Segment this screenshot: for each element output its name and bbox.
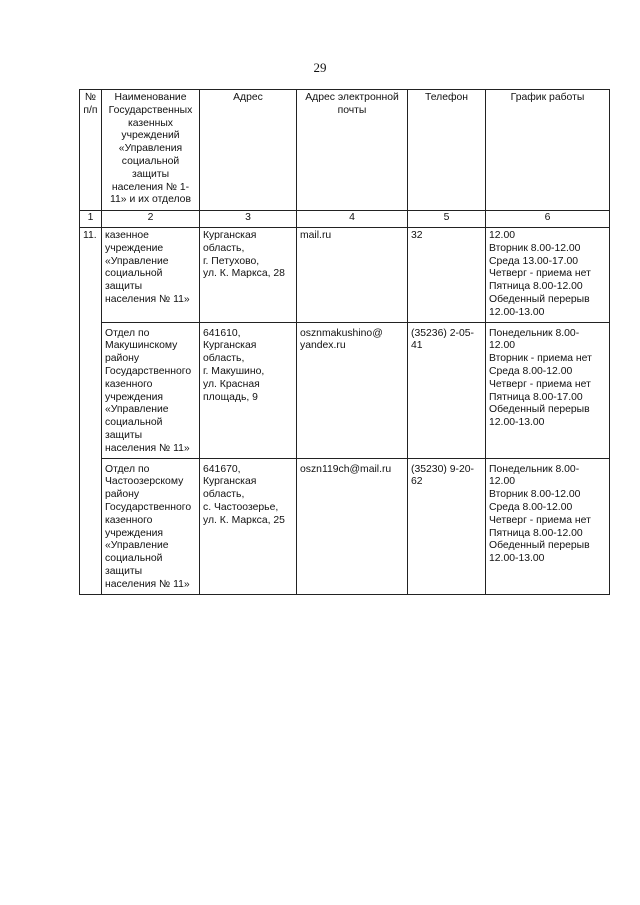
table-header-row: [80, 90, 610, 211]
cell-email: [297, 322, 408, 458]
text-line: учреждение: [105, 242, 164, 254]
cell-schedule: [486, 458, 610, 594]
text-line: Курганская: [203, 340, 257, 352]
text-line: населения № 11»: [105, 442, 190, 454]
text-line: 12.00-13.00: [489, 553, 545, 565]
cell-address: [200, 228, 297, 323]
text-line: 12.00: [489, 230, 516, 241]
text-line: Вторник - приема нет: [489, 353, 592, 365]
text-line: mail.ru: [300, 230, 332, 241]
text-line: 12.00: [489, 476, 516, 488]
text-line: социальной: [105, 553, 163, 565]
text-line: Вторник 8.00-12.00: [489, 489, 581, 501]
header-name: [102, 90, 200, 211]
text-line: Наименование: [114, 92, 187, 103]
text-line: область,: [203, 353, 245, 365]
cell-name: [102, 322, 200, 458]
text-line: Среда 8.00-12.00: [489, 501, 573, 513]
cell-email: [297, 458, 408, 594]
cell-email: [297, 228, 408, 323]
text-line: социальной: [105, 268, 163, 280]
text-line: 11» и их отделов: [110, 194, 191, 206]
text-line: «Управление: [105, 540, 169, 552]
text-line: г. Макушино,: [203, 365, 265, 377]
text-line: Понедельник 8.00-: [489, 463, 580, 475]
header-phone: [408, 90, 486, 211]
col-number: 1: [80, 211, 102, 228]
text-line: 41: [411, 340, 423, 352]
text-line: 12.00: [489, 340, 516, 352]
text-line: учреждения: [105, 527, 164, 539]
text-line: Среда 13.00-17.00: [489, 255, 579, 267]
text-line: почты: [337, 104, 367, 116]
text-line: району: [105, 489, 140, 501]
text-line: «Управление: [105, 255, 169, 267]
text-line: ул. Красная: [203, 378, 260, 390]
text-line: Четверг - приема нет: [489, 268, 591, 280]
text-line: району: [105, 353, 140, 365]
col-number: 2: [102, 211, 200, 228]
text-line: №: [84, 92, 97, 103]
text-line: Обеденный перерыв: [489, 404, 590, 416]
text-line: 62: [411, 476, 423, 488]
institutions-table: [79, 89, 610, 595]
text-line: Понедельник 8.00-: [489, 327, 580, 339]
page-number: 29: [313, 60, 327, 75]
text-line: Макушинскому: [105, 340, 178, 352]
header-address: [200, 90, 297, 211]
col-number: 6: [486, 211, 610, 228]
text-line: Обеденный перерыв: [489, 540, 590, 552]
header-email: [297, 90, 408, 211]
text-line: (35236) 2-05-: [411, 327, 474, 339]
text-line: График работы: [510, 92, 585, 103]
cell-schedule: [486, 228, 610, 323]
cell-name: [102, 458, 200, 594]
text-line: Пятница 8.00-17.00: [489, 391, 583, 403]
cell-address: [200, 458, 297, 594]
cell-address: [200, 322, 297, 458]
text-line: защиты: [105, 429, 143, 441]
text-line: Пятница 8.00-12.00: [489, 527, 583, 539]
text-line: Частоозерскому: [105, 476, 184, 488]
text-line: Адрес: [233, 92, 263, 103]
header-num: [80, 90, 102, 211]
text-line: 641670,: [203, 463, 241, 475]
cell-phone: [408, 458, 486, 594]
table-row: [80, 228, 610, 323]
text-line: населения № 1-: [111, 181, 190, 193]
text-line: Курганская: [203, 230, 257, 241]
text-line: казенного: [105, 378, 153, 390]
text-line: «Управления: [118, 143, 183, 155]
cell-phone: [408, 228, 486, 323]
text-line: ул. К. Маркса, 28: [203, 268, 285, 280]
text-line: защиты: [105, 565, 143, 577]
text-line: Обеденный перерыв: [489, 293, 590, 305]
table-row: [80, 322, 610, 458]
text-line: Государственных: [108, 104, 193, 116]
text-line: учреждения: [105, 391, 164, 403]
text-line: oszn119ch@mail.ru: [300, 463, 392, 475]
text-line: казенных: [127, 117, 173, 129]
row-num: 11.: [80, 228, 102, 595]
text-line: «Управление: [105, 404, 169, 416]
col-number: 3: [200, 211, 297, 228]
text-line: ул. К. Маркса, 25: [203, 514, 285, 526]
text-line: область,: [203, 242, 245, 254]
text-line: osznmakushino@: [300, 327, 383, 339]
text-line: Курганская: [203, 476, 257, 488]
col-number: 4: [297, 211, 408, 228]
text-line: п/п: [83, 104, 98, 116]
text-line: (35230) 9-20-: [411, 463, 474, 475]
text-line: социальной: [105, 417, 163, 429]
text-line: 12.00-13.00: [489, 417, 545, 429]
text-line: Государственного: [105, 365, 192, 377]
text-line: населения № 11»: [105, 293, 190, 305]
cell-name: [102, 228, 200, 323]
text-line: Телефон: [424, 92, 469, 103]
text-line: Четверг - приема нет: [489, 378, 591, 390]
text-line: Отдел по: [105, 327, 150, 339]
cell-phone: [408, 322, 486, 458]
text-line: 32: [411, 230, 423, 241]
text-line: казенного: [105, 514, 153, 526]
text-line: социальной: [121, 155, 180, 167]
text-line: населения № 11»: [105, 578, 190, 590]
text-line: Четверг - приема нет: [489, 514, 591, 526]
table-row: [80, 458, 610, 594]
cell-schedule: [486, 322, 610, 458]
text-line: учреждений: [121, 130, 180, 142]
text-line: Вторник 8.00-12.00: [489, 242, 581, 254]
text-line: Государственного: [105, 501, 192, 513]
text-line: Среда 8.00-12.00: [489, 365, 573, 377]
text-line: площадь, 9: [203, 391, 258, 403]
text-line: Отдел по: [105, 463, 150, 475]
text-line: Адрес электронной: [305, 92, 399, 103]
text-line: 641610,: [203, 327, 241, 339]
text-line: защиты: [105, 281, 143, 293]
text-line: Пятница 8.00-12.00: [489, 281, 583, 293]
text-line: область,: [203, 489, 245, 501]
text-line: 12.00-13.00: [489, 306, 545, 318]
text-line: казенное: [105, 230, 149, 241]
text-line: с. Частоозерье,: [203, 501, 279, 513]
text-line: yandex.ru: [300, 340, 346, 352]
col-number: 5: [408, 211, 486, 228]
column-number-row: [80, 211, 610, 228]
text-line: защиты: [131, 168, 170, 180]
header-schedule: [486, 90, 610, 211]
text-line: г. Петухово,: [203, 255, 260, 267]
